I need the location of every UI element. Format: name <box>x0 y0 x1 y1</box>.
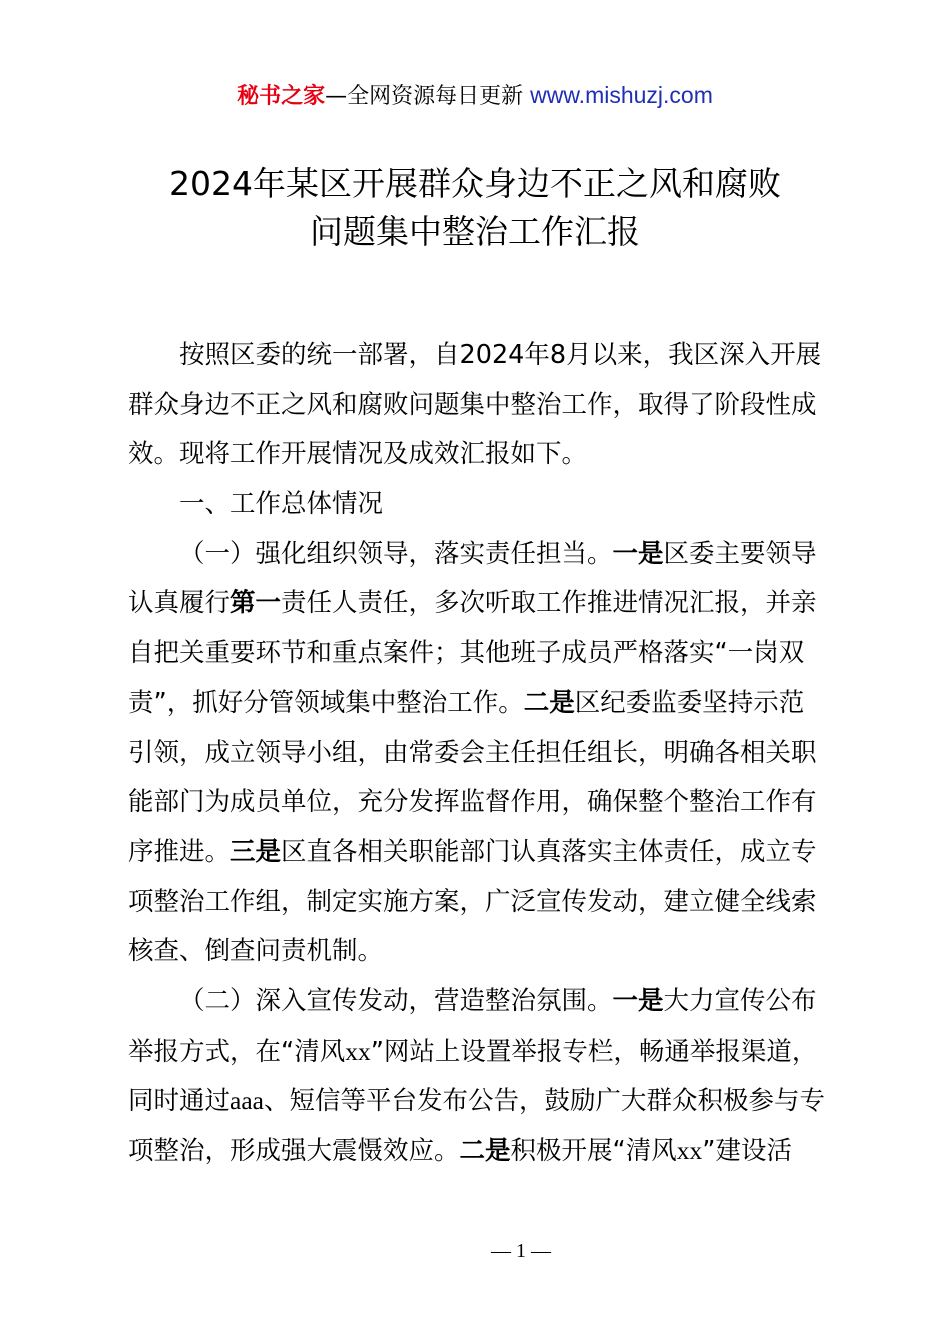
sub1-line-4 <box>128 679 838 729</box>
sub1-marker-three: 三是 <box>230 836 282 867</box>
sub2-latin-text: xx <box>345 1036 371 1066</box>
sub2-text: 大力宣传公布 <box>663 985 817 1016</box>
sub1-line-3: 自把关重要环节和重点案件；其他班子成员严格落实“一岗双 <box>128 638 805 669</box>
sub1-text: 区直各相关职能部门认真落实主体责任，成立专 <box>281 836 817 867</box>
sub1-bold-text: 第一 <box>230 588 282 619</box>
sub1-text: 责”，抓好分管领域集中整治工作。 <box>128 687 524 718</box>
document-body <box>128 331 838 1176</box>
brand-name: 秘书之家 <box>237 84 326 109</box>
sub1-line-8: 项整治工作组，制定实施方案，广泛宣传发动，建立健全线索 <box>128 886 817 917</box>
intro-line-2: 群众身边不正之风和腐败问题集中整治工作，取得了阶段性成 <box>128 389 817 420</box>
sub1-text: 责任人责任，多次听取工作推进情况汇报，并亲 <box>281 588 817 619</box>
sub1-line-2 <box>128 579 838 629</box>
sub2-line-2 <box>128 1027 838 1077</box>
sub1-text: 区纪委监委坚持示范 <box>574 687 805 718</box>
sub2-line-1 <box>128 977 838 1027</box>
sub1-text: 序推进。 <box>128 836 231 867</box>
title-line-1: 2024年某区开展群众身边不正之风和腐败 <box>169 164 781 203</box>
sub2-line-4 <box>128 1126 838 1176</box>
sub2-text: 项整治，形成强大震慑效应。 <box>128 1136 460 1166</box>
sub2-marker-two: 二是 <box>459 1136 511 1166</box>
sub1-marker-two: 二是 <box>523 687 575 718</box>
sub2-text: ”网站上设置举报专栏，畅通举报渠道， <box>370 1036 818 1067</box>
site-header <box>0 78 950 114</box>
sub2-text: 同时通过 <box>128 1086 231 1117</box>
intro-line-3: 效。现将工作开展情况及成效汇报如下。 <box>128 439 588 470</box>
sub1-line-9: 核查、倒查问责机制。 <box>128 936 384 967</box>
site-url-link[interactable]: www.mishuzj.com <box>530 82 713 108</box>
sub2-text: 、短信等平台发布公告，鼓励广大群众积极参与专 <box>263 1086 825 1117</box>
sub1-text: 区委主要领导 <box>663 538 817 569</box>
intro-line-1: 按照区委的统一部署，自2024年8月以来，我区深入开展 <box>179 340 822 370</box>
page-number: — 1 — <box>491 1240 551 1262</box>
sub2-latin-text: aaa <box>230 1086 264 1116</box>
header-slogan: —全网资源每日更新 <box>325 84 531 109</box>
sub2-heading: （二）深入宣传发动，营造整治氛围。 <box>179 985 613 1016</box>
sub1-line-5: 引领，成立领导小组，由常委会主任担任组长，明确各相关职 <box>128 737 817 768</box>
sub2-text: 举报方式，在“清风 <box>128 1036 346 1067</box>
sub2-text: 积极开展“清风 <box>510 1136 677 1166</box>
title-line-2: 问题集中整治工作汇报 <box>310 212 640 251</box>
sub1-text: 认真履行 <box>128 588 231 619</box>
sub2-latin-text: xx <box>676 1136 703 1165</box>
sub2-marker-one: 一是 <box>612 985 664 1016</box>
sub1-heading: （一）强化组织领导，落实责任担当。 <box>179 538 613 569</box>
sub1-line-7 <box>128 828 838 878</box>
sub1-marker-one: 一是 <box>612 538 664 569</box>
sub2-text: ”建设活 <box>702 1136 792 1166</box>
section-heading: 一、工作总体情况 <box>179 489 384 520</box>
document-title <box>0 160 950 256</box>
sub1-line-6: 能部门为成员单位，充分发挥监督作用，确保整个整治工作有 <box>128 787 817 818</box>
sub1-line-1 <box>128 530 838 580</box>
sub2-line-3 <box>128 1076 838 1126</box>
